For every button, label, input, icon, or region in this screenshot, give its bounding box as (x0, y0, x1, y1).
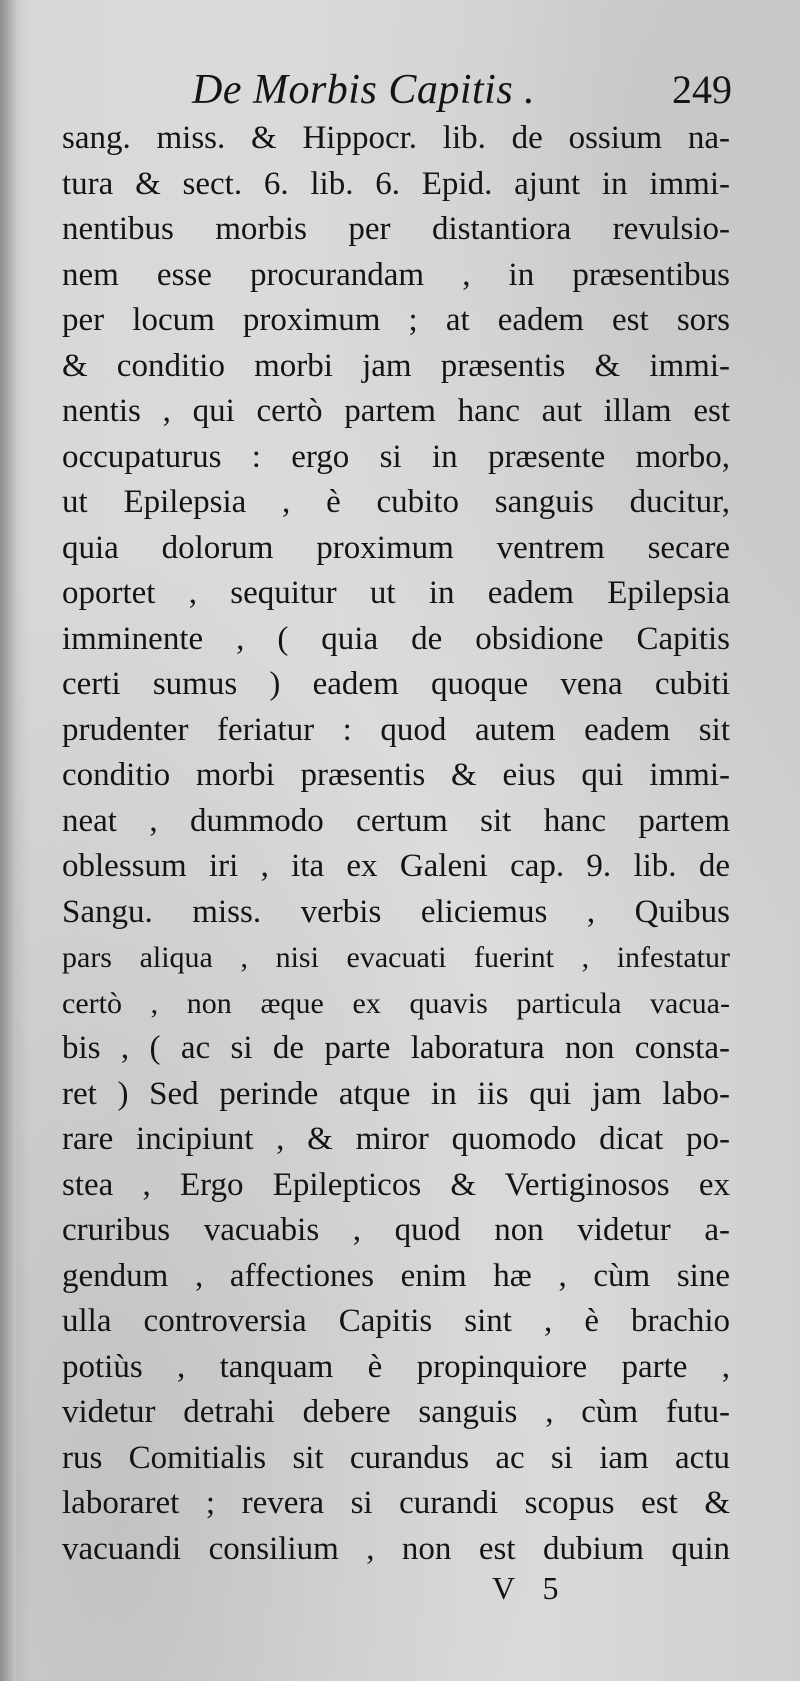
text-line: oportet , sequitur ut in eadem Epilepsia (62, 575, 730, 611)
text-line: laboraret ; revera si curandi scopus est & (62, 1485, 730, 1521)
text-line: videtur detrahi debere sanguis , cùm futu- (62, 1394, 730, 1430)
signature-mark: V 5 (492, 1570, 569, 1606)
text-line: rare incipiunt , & miror quomodo dicat po- (62, 1121, 730, 1157)
text-line: oblessum iri , ita ex Galeni cap. 9. lib. de (62, 848, 730, 884)
text-line: cruribus vacuabis , quod non videtur a- (62, 1212, 730, 1248)
running-title: De Morbis Capitis . (192, 67, 536, 113)
page-header (192, 66, 732, 118)
text-line: conditio morbi præsentis & eius qui immi- (62, 757, 730, 793)
text-line: ulla controversia Capitis sint , è brachio (62, 1303, 730, 1339)
text-line: tura & sect. 6. lib. 6. Epid. ajunt in immi- (62, 165, 730, 202)
text-line: ut Epilepsia , è cubito sanguis ducitur, (62, 484, 730, 520)
text-line: potiùs , tanquam è propinquiore parte , (62, 1348, 730, 1385)
text-line: certi sumus ) eadem quoque vena cubiti (62, 666, 730, 702)
text-line: nem esse procurandam , in præsentibus (62, 256, 730, 293)
text-line: certò , non æque ex quavis particula vacua- (62, 986, 730, 1020)
text-line: quia dolorum proximum ventrem secare (62, 529, 730, 566)
text-line: gendum , affectiones enim hæ , cùm sine (62, 1257, 730, 1294)
text-line: vacuandi consilium , non est dubium quin (62, 1530, 730, 1567)
page-binding-edge (0, 0, 16, 1681)
text-line: prudenter feriatur : quod autem eadem sit (62, 711, 730, 748)
page-number: 249 (672, 67, 732, 112)
text-line: nentis , qui certò partem hanc aut illam est (62, 393, 730, 429)
text-line: Sangu. miss. verbis eliciemus , Quibus (62, 893, 730, 930)
text-line: bis , ( ac si de parte laboratura non consta- (62, 1030, 730, 1066)
text-line: occupaturus : ergo si in præsente morbo, (62, 438, 730, 475)
text-line: stea , Ergo Epilepticos & Vertiginosos ex (62, 1166, 730, 1203)
text-line: per locum proximum ; at eadem est sors (62, 302, 730, 338)
text-line: sang. miss. & Hippocr. lib. de ossium na- (62, 120, 730, 156)
text-line: rus Comitialis sit curandus ac si iam actu (62, 1439, 730, 1476)
text-line: & conditio morbi jam præsentis & immi- (62, 347, 730, 384)
text-line: ret ) Sed perinde atque in iis qui jam labo- (62, 1075, 730, 1112)
text-line: nentibus morbis per distantiora revulsio- (62, 211, 730, 247)
text-line: neat , dummodo certum sit hanc partem (62, 802, 730, 839)
body-text (62, 116, 730, 1572)
text-line: pars aliqua , nisi evacuati fuerint , infestatur (62, 941, 730, 974)
text-line: imminente , ( quia de obsidione Capitis (62, 620, 730, 657)
